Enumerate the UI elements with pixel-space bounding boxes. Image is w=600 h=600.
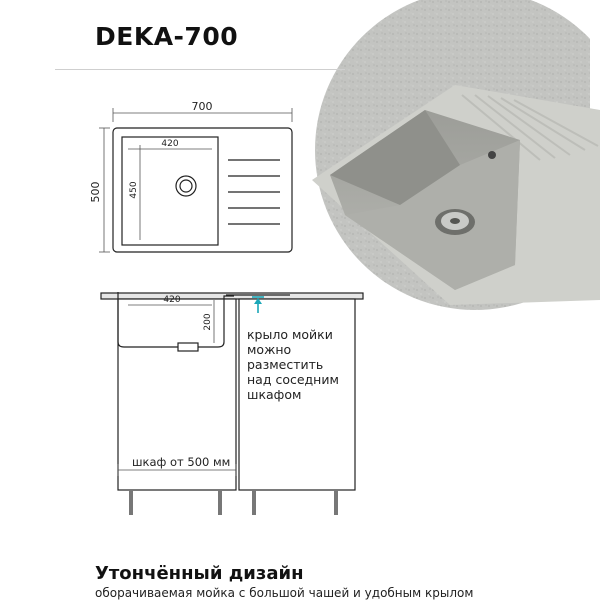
product-title: DEKA-700 [95, 22, 239, 51]
side-bowl-width-label: 420 [163, 295, 181, 305]
wing-note-line: шкафом [247, 387, 302, 402]
drain-circle [176, 176, 196, 196]
feature-heading: Утончённый дизайн [95, 563, 304, 584]
wing-note-line: разместить [247, 357, 324, 372]
side-bowl-depth-label: 200 [203, 313, 213, 331]
cabinet-label: шкаф от 500 мм [132, 455, 231, 469]
wing-note-line: крыло мойки [247, 327, 333, 342]
wing-note-line: можно [247, 342, 292, 357]
bowl-height-label: 450 [129, 181, 139, 199]
bowl-width-label: 420 [161, 139, 179, 149]
wing-note-line: над соседним [247, 372, 339, 387]
wing-note [247, 327, 339, 402]
height-500-label: 500 [89, 181, 102, 203]
feature-subtitle: оборачиваемая мойка с большой чашей и удобным крылом [95, 586, 474, 600]
width-700-label: 700 [191, 100, 213, 113]
